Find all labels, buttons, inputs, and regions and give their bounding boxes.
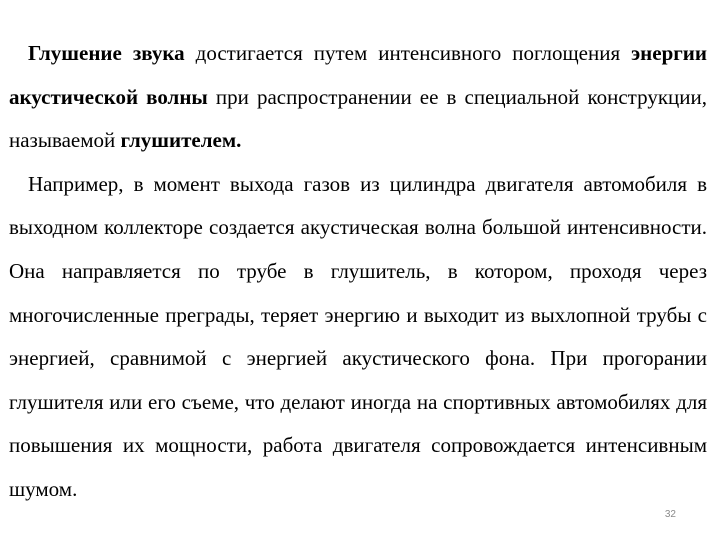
- paragraph-definition: [9, 32, 707, 163]
- text-block: [9, 32, 707, 512]
- paragraph-example: Например, в момент выхода газов из цилиндра двигателя автомобиля в выходном коллекторе создается акустическая волна большой интенсивности. Она направляется по трубе в глушитель, в котором, проходя через многочисленные преграды, теряет энергию и выходит из выхлопной трубы с энергией, сравнимой с энергией акустического фона. При прогорании глушителя или его съеме, что делают иногда на спортивных автомобилях для повышения их мощности, работа двигателя сопровождается интенсивным шумом.: [9, 171, 707, 501]
- paragraph-text: достигается путем интенсивного поглощения: [184, 41, 632, 65]
- term-sound-damping: Глушение звука: [28, 41, 185, 65]
- paragraph-text: при распространении ее в специальной конструкции, называемой: [9, 84, 707, 153]
- term-muffler: глушителем.: [120, 128, 242, 153]
- page-number: 32: [664, 509, 676, 520]
- term-acoustic-wave-energy: энергии акустической волны: [9, 41, 708, 109]
